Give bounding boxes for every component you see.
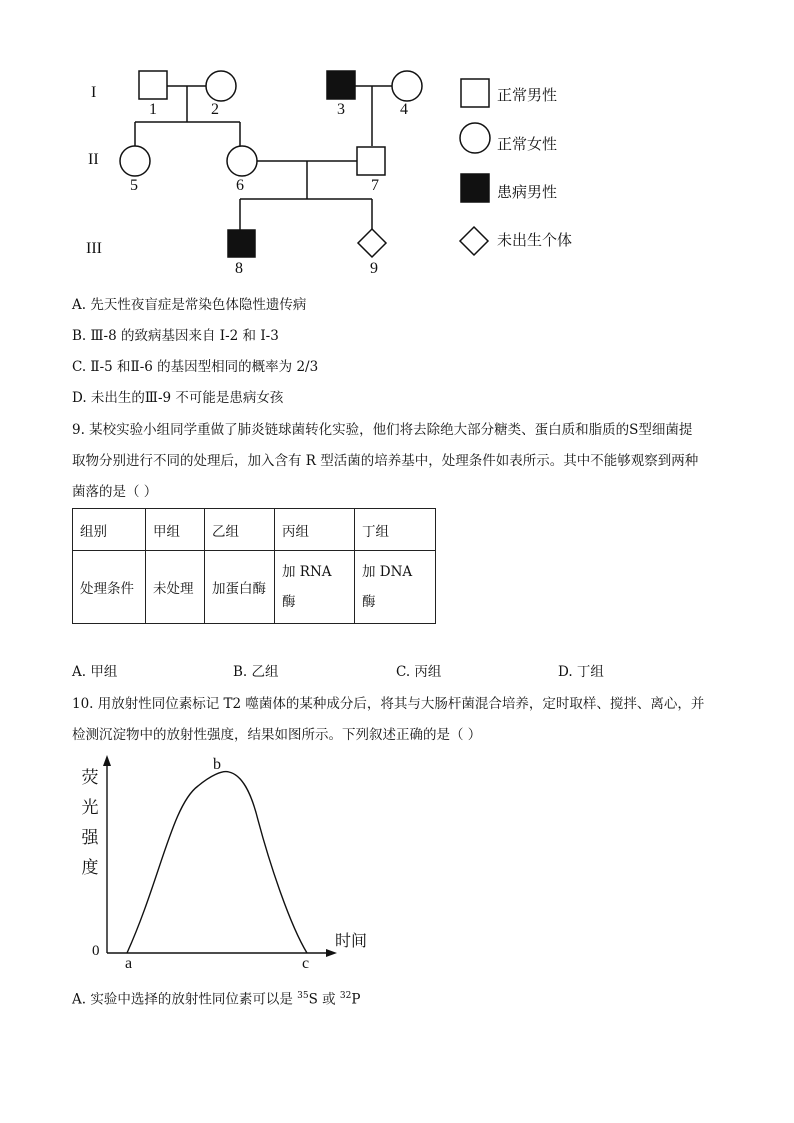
y-axis-label-char: 度 <box>81 858 99 878</box>
response-curve <box>127 772 307 953</box>
isotope-1-element: S <box>308 991 318 1008</box>
q9-stem-line-2: 取物分别进行不同的处理后，加入含有 R 型活菌的培养基中，处理条件如表所示。其中不能够观察到两种 <box>72 453 699 469</box>
q8-option-b: B. Ⅲ-8 的致病基因来自 I-2 和 I-3 <box>72 328 279 344</box>
table-cell: 加蛋白酶 <box>205 551 275 624</box>
q9-option-b: B. 乙组 <box>233 664 279 680</box>
table-cell: 处理条件 <box>73 551 146 624</box>
individual-number-9: 9 <box>370 260 378 277</box>
y-axis-label-char: 光 <box>81 798 99 818</box>
q10-stem-line-2: 检测沉淀物中的放射性强度，结果如图所示。下列叙述正确的是（ ） <box>72 727 482 743</box>
table-cell: 未处理 <box>146 551 205 624</box>
individual-number-5: 5 <box>130 177 138 194</box>
table-cell-line: 酶 <box>362 594 376 610</box>
table-header-cell: 甲组 <box>146 509 205 551</box>
table-header-cell: 乙组 <box>205 509 275 551</box>
individual-number-8: 8 <box>235 260 243 277</box>
table-header-cell: 丙组 <box>275 509 355 551</box>
graph-point-a: a <box>125 955 133 972</box>
generation-label-1: I <box>91 84 97 101</box>
table-cell-line: 酶 <box>282 594 296 610</box>
isotope-1-mass: 35 <box>297 991 309 1001</box>
y-axis-label-char: 荧 <box>81 768 99 788</box>
or-text: 或 <box>317 991 340 1008</box>
y-axis-label-char: 强 <box>81 828 99 848</box>
table-header-cell: 组别 <box>73 509 146 551</box>
table-cell-line: 加 DNA <box>362 564 413 580</box>
q9-stem-line-1: 9. 某校实验小组同学重做了肺炎链球菌转化实验，他们将去除绝大部分糖类、蛋白质和脂质的S型细菌提 <box>72 422 693 438</box>
q9-option-a: A. 甲组 <box>72 664 118 680</box>
individual-number-7: 7 <box>371 177 379 194</box>
graph-point-c: c <box>302 955 310 972</box>
individual-number-4: 4 <box>400 101 408 118</box>
legend-label-normal-male: 正常男性 <box>497 86 558 104</box>
y-axis-label <box>79 763 101 883</box>
q9-option-c: C. 丙组 <box>396 664 442 680</box>
q10-option-a <box>72 987 360 1009</box>
individual-number-6: 6 <box>236 177 244 194</box>
q9-option-d: D. 丁组 <box>558 664 604 680</box>
legend-label-affected-male: 患病男性 <box>497 183 558 201</box>
individual-number-3: 3 <box>337 101 345 118</box>
legend-label-unborn: 未出生个体 <box>497 231 573 249</box>
graph-origin-label: 0 <box>92 943 100 959</box>
y-axis-arrow-icon <box>103 755 111 766</box>
table-header-cell: 丁组 <box>355 509 436 551</box>
table-cell-line: 加 RNA <box>282 564 332 580</box>
isotope-2-element: P <box>351 991 361 1008</box>
graph-point-b: b <box>213 756 221 773</box>
q10-stem-line-1: 10. 用放射性同位素标记 T2 噬菌体的某种成分后，将其与大肠杆菌混合培养，定时取样、搅拌、离心，并 <box>72 696 705 712</box>
q8-option-a: A. 先天性夜盲症是常染色体隐性遗传病 <box>72 297 307 313</box>
legend-label-normal-female: 正常女性 <box>497 135 558 153</box>
q10-option-a-text: A. 实验中选择的放射性同位素可以是 <box>72 991 298 1008</box>
q8-option-d: D. 未出生的Ⅲ-9 不可能是患病女孩 <box>72 390 284 406</box>
x-axis-label: 时间 <box>335 931 368 950</box>
individual-number-2: 2 <box>211 101 219 118</box>
q9-stem-line-3: 菌落的是（ ） <box>72 484 158 500</box>
generation-label-3: III <box>86 240 102 257</box>
generation-label-2: II <box>88 151 99 168</box>
q8-option-c: C. Ⅱ-5 和Ⅱ-6 的基因型相同的概率为 2/3 <box>72 359 319 375</box>
isotope-2-mass: 32 <box>339 991 352 1001</box>
individual-number-1: 1 <box>149 101 157 118</box>
